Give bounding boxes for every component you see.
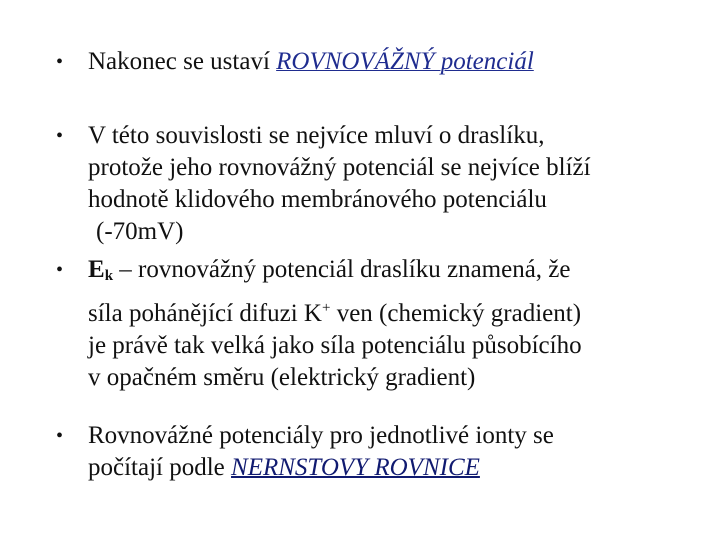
bullet-3-line-2b: ven (chemický gradient) — [330, 300, 582, 327]
bullet-3-line-3: je právě tak velká jako síla potenciálu působícího — [88, 332, 582, 359]
bullet-4-line-2: počítají podle — [88, 454, 232, 481]
bullet-marker: • — [56, 259, 64, 281]
bullet-nernst — [56, 420, 676, 484]
bullet-2-line-4: (-70mV) — [96, 218, 184, 245]
bullet-text — [88, 420, 676, 484]
bullet-2-line-1: V této souvislosti se nejvíce mluví o draslíku, — [88, 122, 545, 149]
bullet-potassium-context — [56, 120, 676, 248]
bullet-1-text: Nakonec se ustaví — [88, 48, 277, 75]
bullet-equilibrium-established — [56, 46, 676, 78]
nernstovy-rovnice-link[interactable]: NERNSTOVY ROVNICE — [231, 454, 480, 481]
ek-symbol: E — [88, 256, 105, 283]
bullet-marker: • — [56, 425, 64, 447]
bullet-marker: • — [56, 51, 64, 73]
bullet-2-line-2: protože jeho rovnovážný potenciál se nejvíce blíží — [88, 154, 591, 181]
ek-subscript: k — [104, 268, 114, 284]
bullet-2-line-3: hodnotě klidového membránového potenciálu — [88, 186, 547, 213]
bullet-text — [88, 254, 676, 394]
bullet-3-line-1: – rovnovážný potenciál draslíku znamená, že — [113, 256, 571, 283]
bullet-3-line-4: v opačném směru (elektrický gradient) — [88, 364, 476, 391]
bullet-text — [88, 120, 676, 248]
bullet-3-line-2a: síla pohánějící difuzi K — [88, 300, 322, 327]
k-plus-superscript: + — [321, 300, 331, 316]
rovnovazny-potencial-link[interactable]: ROVNOVÁŽNÝ potenciál — [276, 48, 534, 75]
bullet-marker: • — [56, 125, 64, 147]
bullet-4-line-1: Rovnovážné potenciály pro jednotlivé ionty se — [88, 422, 554, 449]
bullet-ek-definition — [56, 254, 676, 394]
bullet-text — [88, 46, 676, 78]
